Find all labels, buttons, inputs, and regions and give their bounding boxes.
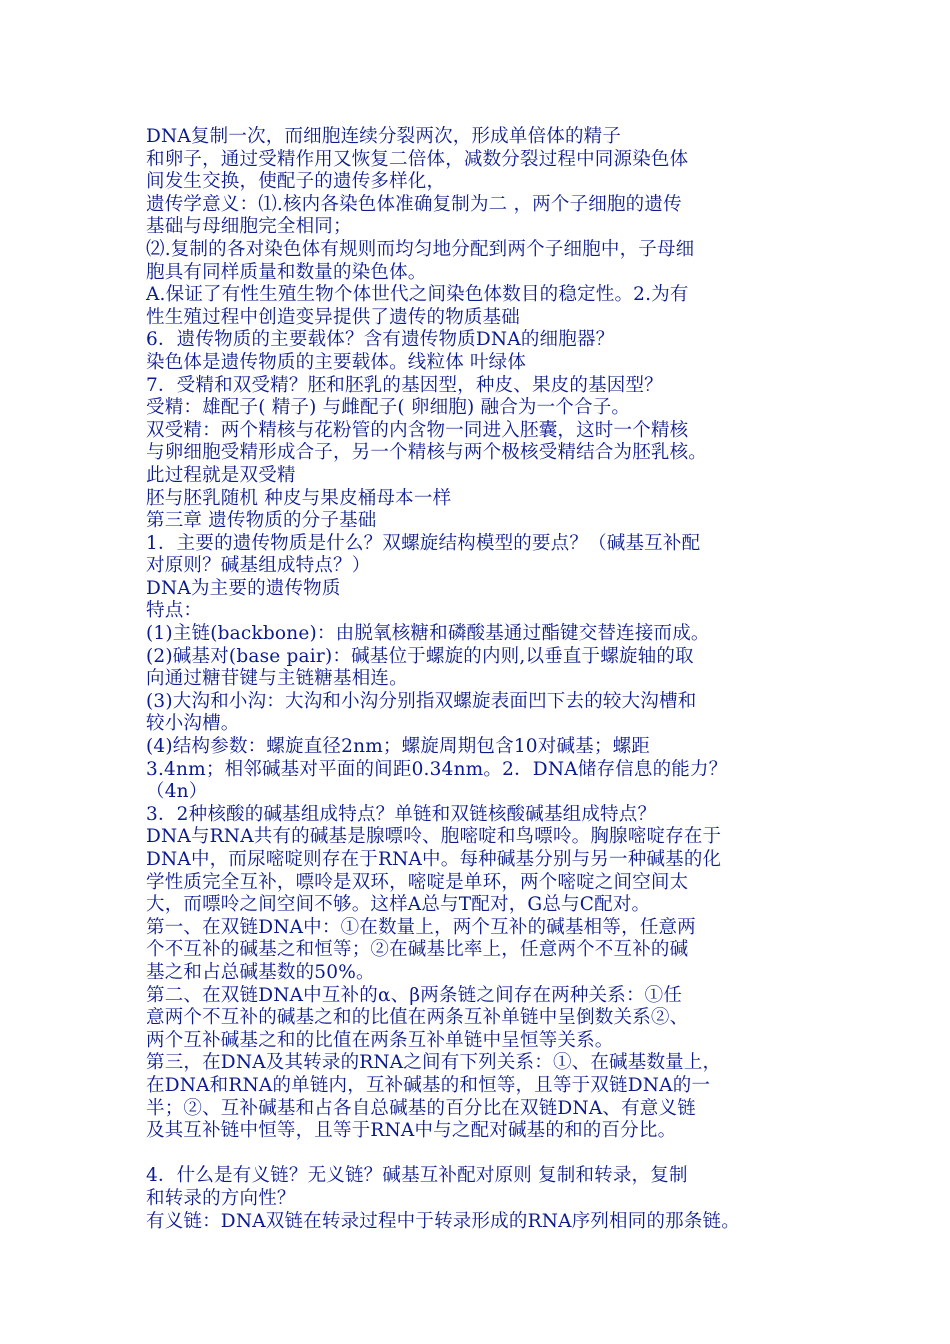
text-line: 与卵细胞受精形成合子，另一个精核与两个极核受精结合为胚乳核。 [146,442,708,464]
text-line: 此过程就是双受精 [146,464,296,486]
text-line: DNA与RNA共有的碱基是腺嘌呤、胞嘧啶和鸟嘌呤。胸腺嘧啶存在于 [146,826,722,848]
text-line: DNA中，而尿嘧啶则存在于RNA中。每种碱基分别与另一种碱基的化 [146,849,722,870]
text-line: A.保证了有性生殖生物个体世代之间染色体数目的稳定性。2.为有 [146,284,689,306]
text-line: 受精：雄配子( 精子) 与雌配子( 卵细胞) 融合为一个合子。 [146,397,631,419]
text-line: 在DNA和RNA的单链内，互补碱基的和恒等，且等于双链DNA的一 [146,1074,711,1096]
text-line: 较小沟槽。 [146,713,240,735]
text-line: DNA复制一次，而细胞连续分裂两次，形成单倍体的精子 [146,126,622,147]
text-line: 和卵子，通过受精作用又恢复二倍体，减数分裂过程中同源染色体 [146,148,689,170]
text-line: 向通过糖苷键与主链糖基相连。 [146,668,408,690]
text-line: ⑵.复制的各对染色体有规则而均匀地分配到两个子细胞中，子母细 [146,238,695,260]
text-line: 胚与胚乳随机 种皮与果皮桶母本一样 [146,487,452,509]
text-line: 个不互补的碱基之和恒等；②在碱基比率上，任意两个不互补的碱 [146,939,689,961]
text-line: 第二、在双链DNA中互补的α、β两条链之间存在两种关系：①任 [146,984,683,1006]
text-line: 第三章 遗传物质的分子基础 [146,510,377,532]
text-line: 和转录的方向性？ [146,1187,296,1209]
text-line: 3.4nm；相邻碱基对平面的间距0.34nm。2．DNA储存信息的能力？ [146,758,728,780]
text-line [146,1143,826,1166]
text-line: 4．什么是有义链？无义链？碱基互补配对原则 复制和转录，复制 [146,1165,688,1187]
text-line: 大，而嘌呤之间空间不够。这样A总与T配对，G总与C配对。 [146,894,651,916]
document-body [146,126,826,1233]
text-line: 染色体是遗传物质的主要载体。线粒体 叶绿体 [146,351,527,373]
text-line: 6．遗传物质的主要载体？含有遗传物质DNA的细胞器？ [146,329,615,351]
text-line: 半；②、互补碱基和占各自总碱基的百分比在双链DNA、有意义链 [146,1097,696,1119]
text-line: 及其互补链中恒等，且等于RNA中与之配对碱基的和的百分比。 [146,1120,677,1142]
text-line: 7．受精和双受精？胚和胚乳的基因型，种皮、果皮的基因型？ [146,374,663,396]
text-line: (2)碱基对(base pair)：碱基位于螺旋的内则,以垂直于螺旋轴的取 [146,645,694,667]
text-line: 意两个不互补的碱基之和的比值在两条互补单链中呈倒数关系②、 [146,1007,689,1029]
text-line: 基础与母细胞完全相同； [146,216,352,238]
text-line: 性生殖过程中创造变异提供了遗传的物质基础 [146,306,521,328]
text-line: （4n） [146,781,208,803]
text-line: 1．主要的遗传物质是什么？双螺旋结构模型的要点？（碱基互补配 [146,532,701,554]
text-line: (4)结构参数：螺旋直径2nm；螺旋周期包含10对碱基；螺距 [146,736,650,758]
text-line: 间发生交换，使配子的遗传多样化， [146,171,446,193]
text-line: 遗传学意义：⑴.核内各染色体准确复制为二 ，两个子细胞的遗传 [146,193,682,215]
text-line: 对原则？碱基组成特点？） [146,555,371,577]
text-line: 学性质完全互补，嘌呤是双环，嘧啶是单环，两个嘧啶之间空间太 [146,871,689,893]
text-line: DNA为主要的遗传物质 [146,577,341,599]
text-line: 第三，在DNA及其转录的RNA之间有下列关系：①、在碱基数量上， [146,1052,722,1074]
text-line: 特点： [146,600,203,622]
text-line: 基之和占总碱基数的50%。 [146,961,375,983]
text-line: 3．2种核酸的碱基组成特点？单链和双链核酸碱基组成特点？ [146,803,657,825]
text-line: 第一、在双链DNA中：①在数量上，两个互补的碱基相等，任意两 [146,916,696,938]
text-line: (3)大沟和小沟：大沟和小沟分别指双螺旋表面凹下去的较大沟槽和 [146,690,697,712]
text-line: 胞具有同样质量和数量的染色体。 [146,261,427,283]
text-line: 有义链：DNA双链在转录过程中于转录形成的RNA序列相同的那条链。 [146,1210,740,1232]
text-line: 双受精：两个精核与花粉管的内含物一同进入胚囊，这时一个精核 [146,419,689,441]
text-line: 两个互补碱基之和的比值在两条互补单链中呈恒等关系。 [146,1029,614,1051]
text-line: (1)主链(backbone)：由脱氧核糖和磷酸基通过酯键交替连接而成。 [146,623,710,645]
